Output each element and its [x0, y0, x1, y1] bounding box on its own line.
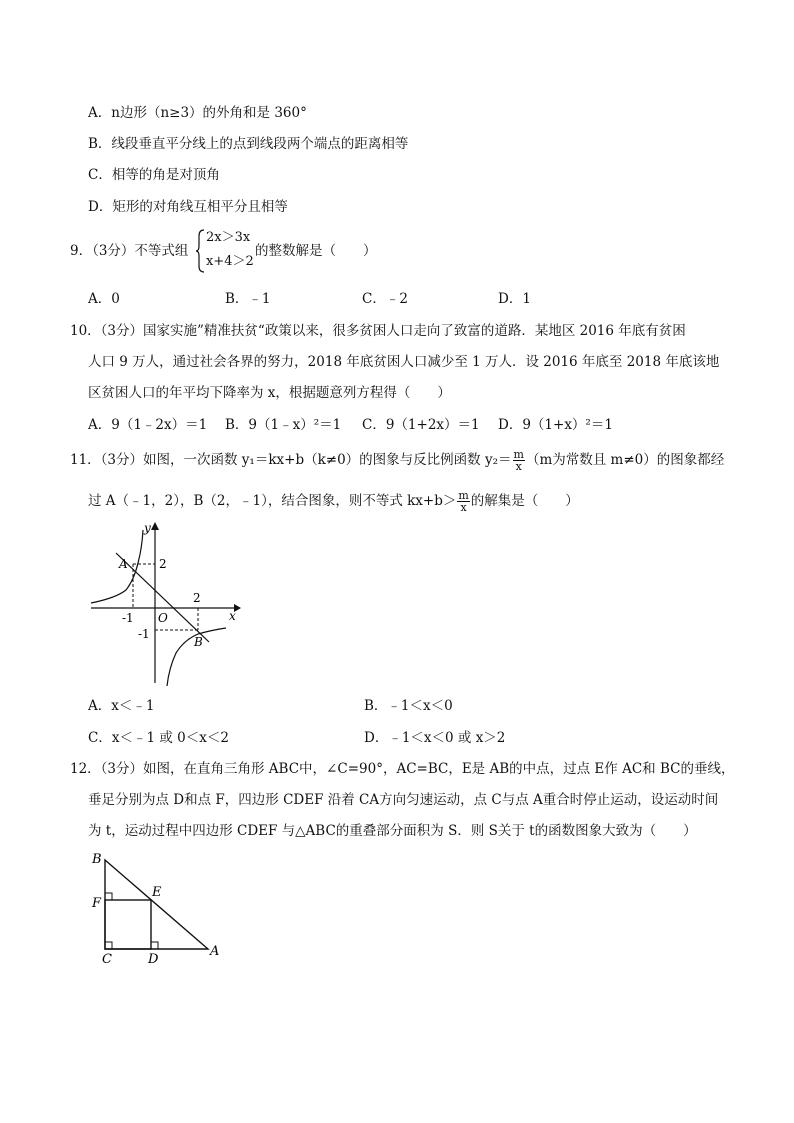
q8-option-d: D．矩形的对角线互相平分且相等 — [88, 199, 288, 215]
q11-line-2-text-a: 过 A（﹣1，2），B（2，﹣1），结合图象，则不等式 kx+b＞ — [88, 493, 457, 509]
q10-option-a: A．9（1﹣2x）＝1 — [88, 417, 208, 433]
figure-label-a: A — [210, 944, 220, 959]
graph-tick-x-2: 2 — [193, 591, 201, 605]
q11-option-d: D．﹣1＜x＜0 或 x＞2 — [364, 730, 506, 746]
figure-label-b: B — [92, 852, 102, 867]
graph-label-x: x — [229, 609, 236, 623]
graph-label-o: O — [158, 611, 168, 625]
q12-line-3: 为 t，运动过程中四边形 CDEF 与△ABC的重叠部分面积为 S．则 S关于 t的函数图象大致为（ ） — [88, 823, 697, 839]
q10-line-3: 区贫困人口的年平均下降率为 x，根据题意列方程得（ ） — [88, 385, 451, 401]
q9-suffix: 的整数解是（ ） — [255, 243, 377, 259]
q8-option-b: B．线段垂直平分线上的点到线段两个端点的距离相等 — [88, 136, 409, 152]
figure-label-f: F — [92, 896, 102, 911]
triangle-abc — [105, 860, 208, 949]
q11-option-b: B．﹣1＜x＜0 — [364, 698, 453, 714]
q10-line-2: 人口 9 万人，通过社会各界的努力，2018 年底贫困人口减少至 1 万人．设 2016 年底至 2018 年底该地 — [88, 354, 720, 370]
q11-line-1 — [70, 449, 724, 472]
q11-line-2-text-b: 的解集是（ ） — [470, 493, 579, 509]
q10-option-b: B．9（1﹣x）²＝1 — [225, 417, 342, 433]
right-angle-mark-c — [105, 942, 112, 949]
q11-fraction-1-numerator: m — [513, 448, 524, 461]
q9-option-b: B．﹣1 — [225, 291, 271, 307]
q11-fraction-2 — [457, 490, 469, 513]
graph-label-b: B — [194, 635, 203, 649]
hyperbola-branch-upper — [91, 530, 143, 603]
q11-fraction-2-denominator: x — [460, 501, 467, 514]
q10-option-c: C．9（1+2x）＝1 — [362, 417, 480, 433]
q11-line-1-text-b: （m为常数且 m≠0）的图象都经 — [525, 452, 725, 468]
q9-brace — [196, 229, 206, 273]
figure-label-d: D — [148, 952, 159, 967]
q9-option-c: C．﹣2 — [362, 291, 408, 307]
q9-option-d: D．1 — [498, 291, 531, 307]
graph-tick-y-neg1: -1 — [138, 627, 150, 641]
graph-label-y: y — [144, 521, 151, 535]
graph-tick-x-neg1: -1 — [122, 611, 134, 625]
q9-option-a: A．0 — [88, 291, 120, 307]
q11-option-a: A．x＜﹣1 — [88, 698, 155, 714]
q10-line-1: 10．（3分）国家实施”精准扶贫“政策以来，很多贫困人口走向了致富的道路．某地区 2016 年底有贫困 — [70, 323, 686, 339]
q11-fraction-1-denominator: x — [515, 460, 522, 473]
q9-inequality-1: 2x＞3x — [206, 230, 251, 245]
q11-graph — [86, 518, 246, 688]
graph-tick-y-2: 2 — [159, 557, 167, 571]
y-axis-arrow — [151, 522, 159, 530]
q11-option-c: C．x＜﹣1 或 0＜x＜2 — [88, 730, 229, 746]
q9-prefix: 9．（3分）不等式组 — [70, 243, 189, 259]
q11-fraction-1 — [513, 449, 525, 472]
q12-line-1: 12．（3分）如图，在直角三角形 ABC中，∠C=90°，AC=BC，E是 AB的中点，过点 E作 AC和 BC的垂线， — [70, 761, 735, 777]
q11-line-2 — [88, 490, 579, 513]
right-angle-mark-f — [105, 893, 112, 900]
q10-option-d: D．9（1+x）²＝1 — [498, 417, 613, 433]
figure-label-c: C — [102, 952, 112, 967]
figure-label-e: E — [152, 885, 162, 900]
q12-line-2: 垂足分别为点 D和点 F，四边形 CDEF 沿着 CA方向匀速运动，点 C与点 A重合时停止运动，设运动时间 — [88, 792, 719, 808]
q8-option-a: A．n边形（n≥3）的外角和是 360° — [88, 105, 307, 121]
q11-line-1-text-a: 11．（3分）如图，一次函数 y₁＝kx+b（k≠0）的图象与反比例函数 y₂＝ — [70, 452, 512, 468]
q9-inequality-2: x+4＞2 — [206, 254, 254, 269]
q8-option-c: C．相等的角是对顶角 — [88, 167, 220, 183]
q12-figure — [86, 848, 236, 968]
right-angle-mark-d — [151, 942, 158, 949]
graph-label-a: A — [119, 557, 128, 571]
q11-fraction-2-numerator: m — [458, 489, 469, 502]
